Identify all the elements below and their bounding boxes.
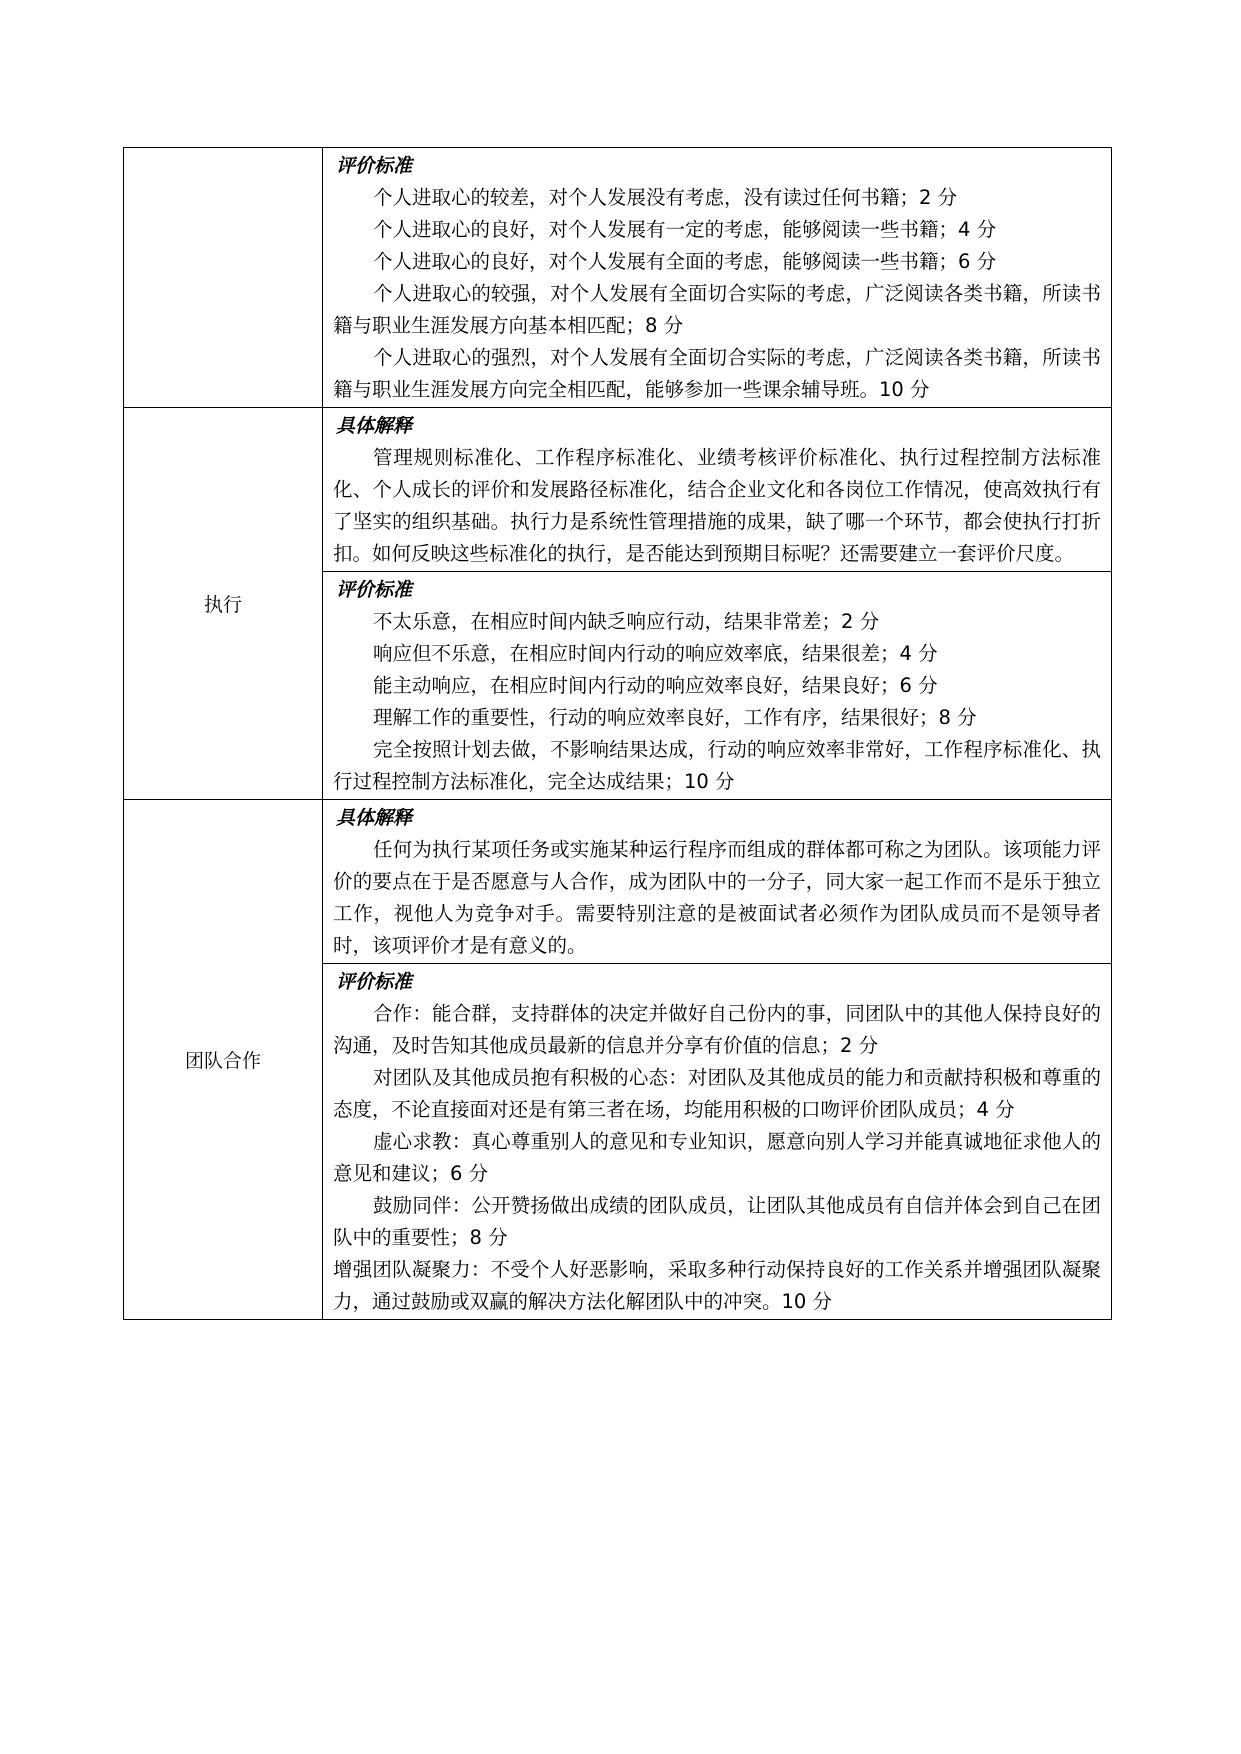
criterion-paragraph: 个人进取心的较差，对个人发展没有考虑，没有读过任何书籍；2 分 [373, 186, 958, 209]
criterion-content-cell [323, 408, 1112, 572]
criterion-paragraph: 任何为执行某项任务或实施某种运行程序而组成的群体都可称之为团队。该项能力评价的要点在于是否愿意与人合作，成为团队中的一分子，同大家一起工作而不是乐于独立工作，视他人为竞争对手。需要特别注意的是被面试者必须作为团队成员而不是领导者时，该项评价才是有意义的。 [333, 838, 1101, 957]
criterion-label: 团队合作 [124, 800, 323, 1320]
criterion-paragraph: 合作：能合群，支持群体的决定并做好自己份内的事，同团队中的其他人保持良好的沟通，及时告知其他成员最新的信息并分享有价值的信息；2 分 [333, 1002, 1101, 1057]
section-heading: 具体解释 [336, 807, 413, 829]
criterion-content-cell [323, 800, 1112, 964]
criterion-content-cell [323, 148, 1112, 408]
criterion-paragraph: 个人进取心的良好，对个人发展有一定的考虑，能够阅读一些书籍；4 分 [373, 218, 997, 241]
criterion-paragraph: 虚心求教：真心尊重别人的意见和专业知识，愿意向别人学习并能真诚地征求他人的意见和建议；6 分 [333, 1130, 1101, 1185]
criterion-content-cell [323, 572, 1112, 800]
section-block [323, 408, 1111, 571]
criterion-label: 执行 [124, 408, 323, 800]
criterion-paragraph: 响应但不乐意，在相应时间内行动的响应效率底，结果很差；4 分 [373, 642, 938, 665]
criterion-label [124, 148, 323, 408]
evaluation-table [123, 147, 1112, 1320]
table-row [124, 148, 1112, 408]
criterion-paragraph: 管理规则标准化、工作程序标准化、业绩考核评价标准化、执行过程控制方法标准化、个人成长的评价和发展路径标准化，结合企业文化和各岗位工作情况，使高效执行有了坚实的组织基础。执行力是系统性管理措施的成果，缺了哪一个环节，都会使执行打折扣。如何反映这些标准化的执行，是否能达到预期目标呢？还需要建立一套评价尺度。 [333, 446, 1101, 565]
criterion-paragraph: 鼓励同伴：公开赞扬做出成绩的团队成员，让团队其他成员有自信并体会到自己在团队中的重要性；8 分 [333, 1194, 1101, 1249]
criterion-paragraph: 理解工作的重要性，行动的响应效率良好，工作有序，结果很好；8 分 [373, 706, 977, 729]
criterion-paragraph: 个人进取心的较强，对个人发展有全面切合实际的考虑，广泛阅读各类书籍，所读书籍与职业生涯发展方向基本相匹配；8 分 [333, 282, 1101, 337]
table-row [124, 800, 1112, 964]
section-block [323, 964, 1111, 1319]
section-heading: 具体解释 [336, 415, 413, 437]
section-block [323, 148, 1111, 407]
criterion-content-cell [323, 964, 1112, 1320]
section-heading: 评价标准 [336, 971, 413, 993]
section-block [323, 572, 1111, 799]
criterion-paragraph: 能主动响应，在相应时间内行动的响应效率良好，结果良好；6 分 [373, 674, 938, 697]
section-heading: 评价标准 [336, 155, 413, 177]
section-heading: 评价标准 [336, 579, 413, 601]
criterion-paragraph: 个人进取心的良好，对个人发展有全面的考虑，能够阅读一些书籍；6 分 [373, 250, 997, 273]
section-block [323, 800, 1111, 963]
criterion-paragraph: 个人进取心的强烈，对个人发展有全面切合实际的考虑，广泛阅读各类书籍，所读书籍与职业生涯发展方向完全相匹配，能够参加一些课余辅导班。10 分 [333, 346, 1101, 401]
criterion-paragraph: 对团队及其他成员抱有积极的心态：对团队及其他成员的能力和贡献持积极和尊重的态度，不论直接面对还是有第三者在场，均能用积极的口吻评价团队成员；4 分 [333, 1066, 1101, 1121]
criterion-paragraph: 完全按照计划去做，不影响结果达成，行动的响应效率非常好，工作程序标准化、执行过程控制方法标准化，完全达成结果；10 分 [333, 738, 1101, 793]
criterion-paragraph: 不太乐意，在相应时间内缺乏响应行动，结果非常差；2 分 [373, 610, 880, 633]
criterion-paragraph: 增强团队凝聚力：不受个人好恶影响，采取多种行动保持良好的工作关系并增强团队凝聚力，通过鼓励或双赢的解决方法化解团队中的冲突。10 分 [333, 1258, 1101, 1313]
table-row [124, 408, 1112, 572]
evaluation-table-body [124, 148, 1112, 1320]
